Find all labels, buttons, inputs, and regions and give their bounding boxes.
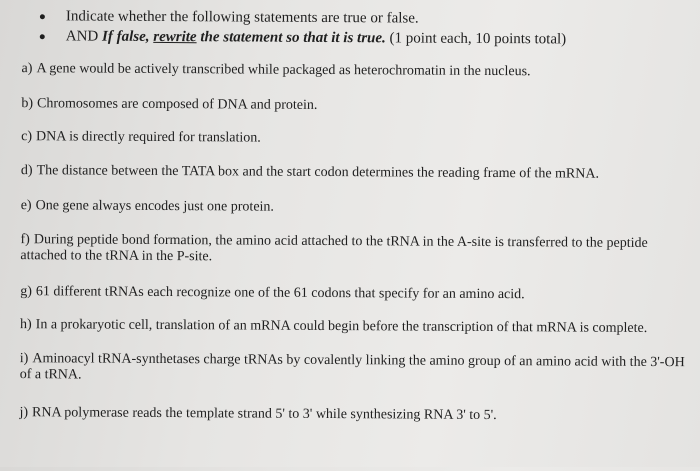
instruction-points: (1 point each, 10 points total): [385, 30, 567, 48]
bullet-icon: [40, 34, 45, 39]
question-letter: c): [21, 129, 33, 145]
question-letter: j): [19, 405, 29, 421]
question-b: [21, 96, 317, 114]
question-text: In a prokaryotic cell, translation of an mRNA could begin before the transcription of that mRNA is complete.: [35, 317, 648, 336]
question-letter: b): [21, 96, 34, 112]
question-e: [21, 198, 274, 216]
question-i: [20, 351, 692, 387]
question-d: [21, 163, 599, 183]
question-text: DNA is directly required for translation.: [36, 129, 261, 146]
question-text: 61 different tRNAs each recognize one of the 61 codons that specify for an amino acid.: [35, 284, 525, 303]
question-letter: g): [20, 284, 32, 300]
instruction-text: Indicate whether the following statements are true or false.: [65, 8, 419, 27]
question-text: One gene always encodes just one protein.: [35, 198, 275, 215]
question-letter: e): [20, 198, 32, 214]
question-text: A gene would be actively transcribed while packaged as heterochromatin in the nucleus.: [36, 61, 531, 80]
question-letter: f): [20, 232, 30, 248]
question-h: [20, 317, 647, 337]
question-letter: d): [20, 163, 33, 179]
question-j: [19, 405, 496, 424]
bullet-icon: [40, 14, 45, 19]
question-text: Chromosomes are composed of DNA and protein.: [36, 96, 318, 113]
question-text: Aminoacyl tRNA-synthetases charge tRNAs by covalently linking the amino group of an amino acid with the 3'-OH of a tRNA.: [19, 351, 685, 383]
question-g: [20, 284, 525, 303]
question-letter: i): [19, 351, 29, 367]
instruction-rest: the statement so that it is true.: [196, 29, 386, 47]
question-text: During peptide bond formation, the amino acid attached to the tRNA in the A-site is transferred to the peptide attached to the tRNA in the P-site.: [20, 232, 648, 265]
question-text: RNA polymerase reads the template strand 5' to 3' while synthesizing RNA 3' to 5'.: [31, 405, 497, 424]
instruction-prefix: AND: [65, 28, 103, 45]
question-f: [20, 232, 692, 268]
question-c: [21, 129, 261, 146]
question-letter: a): [21, 61, 33, 77]
instruction-rewrite: rewrite: [153, 28, 197, 46]
instruction-text: [66, 27, 567, 48]
question-a: [22, 61, 531, 80]
question-letter: h): [19, 317, 32, 333]
question-text: The distance between the TATA box and the start codon determines the reading frame of the mRNA.: [36, 163, 600, 182]
instruction-if-false: If false,: [101, 28, 154, 45]
